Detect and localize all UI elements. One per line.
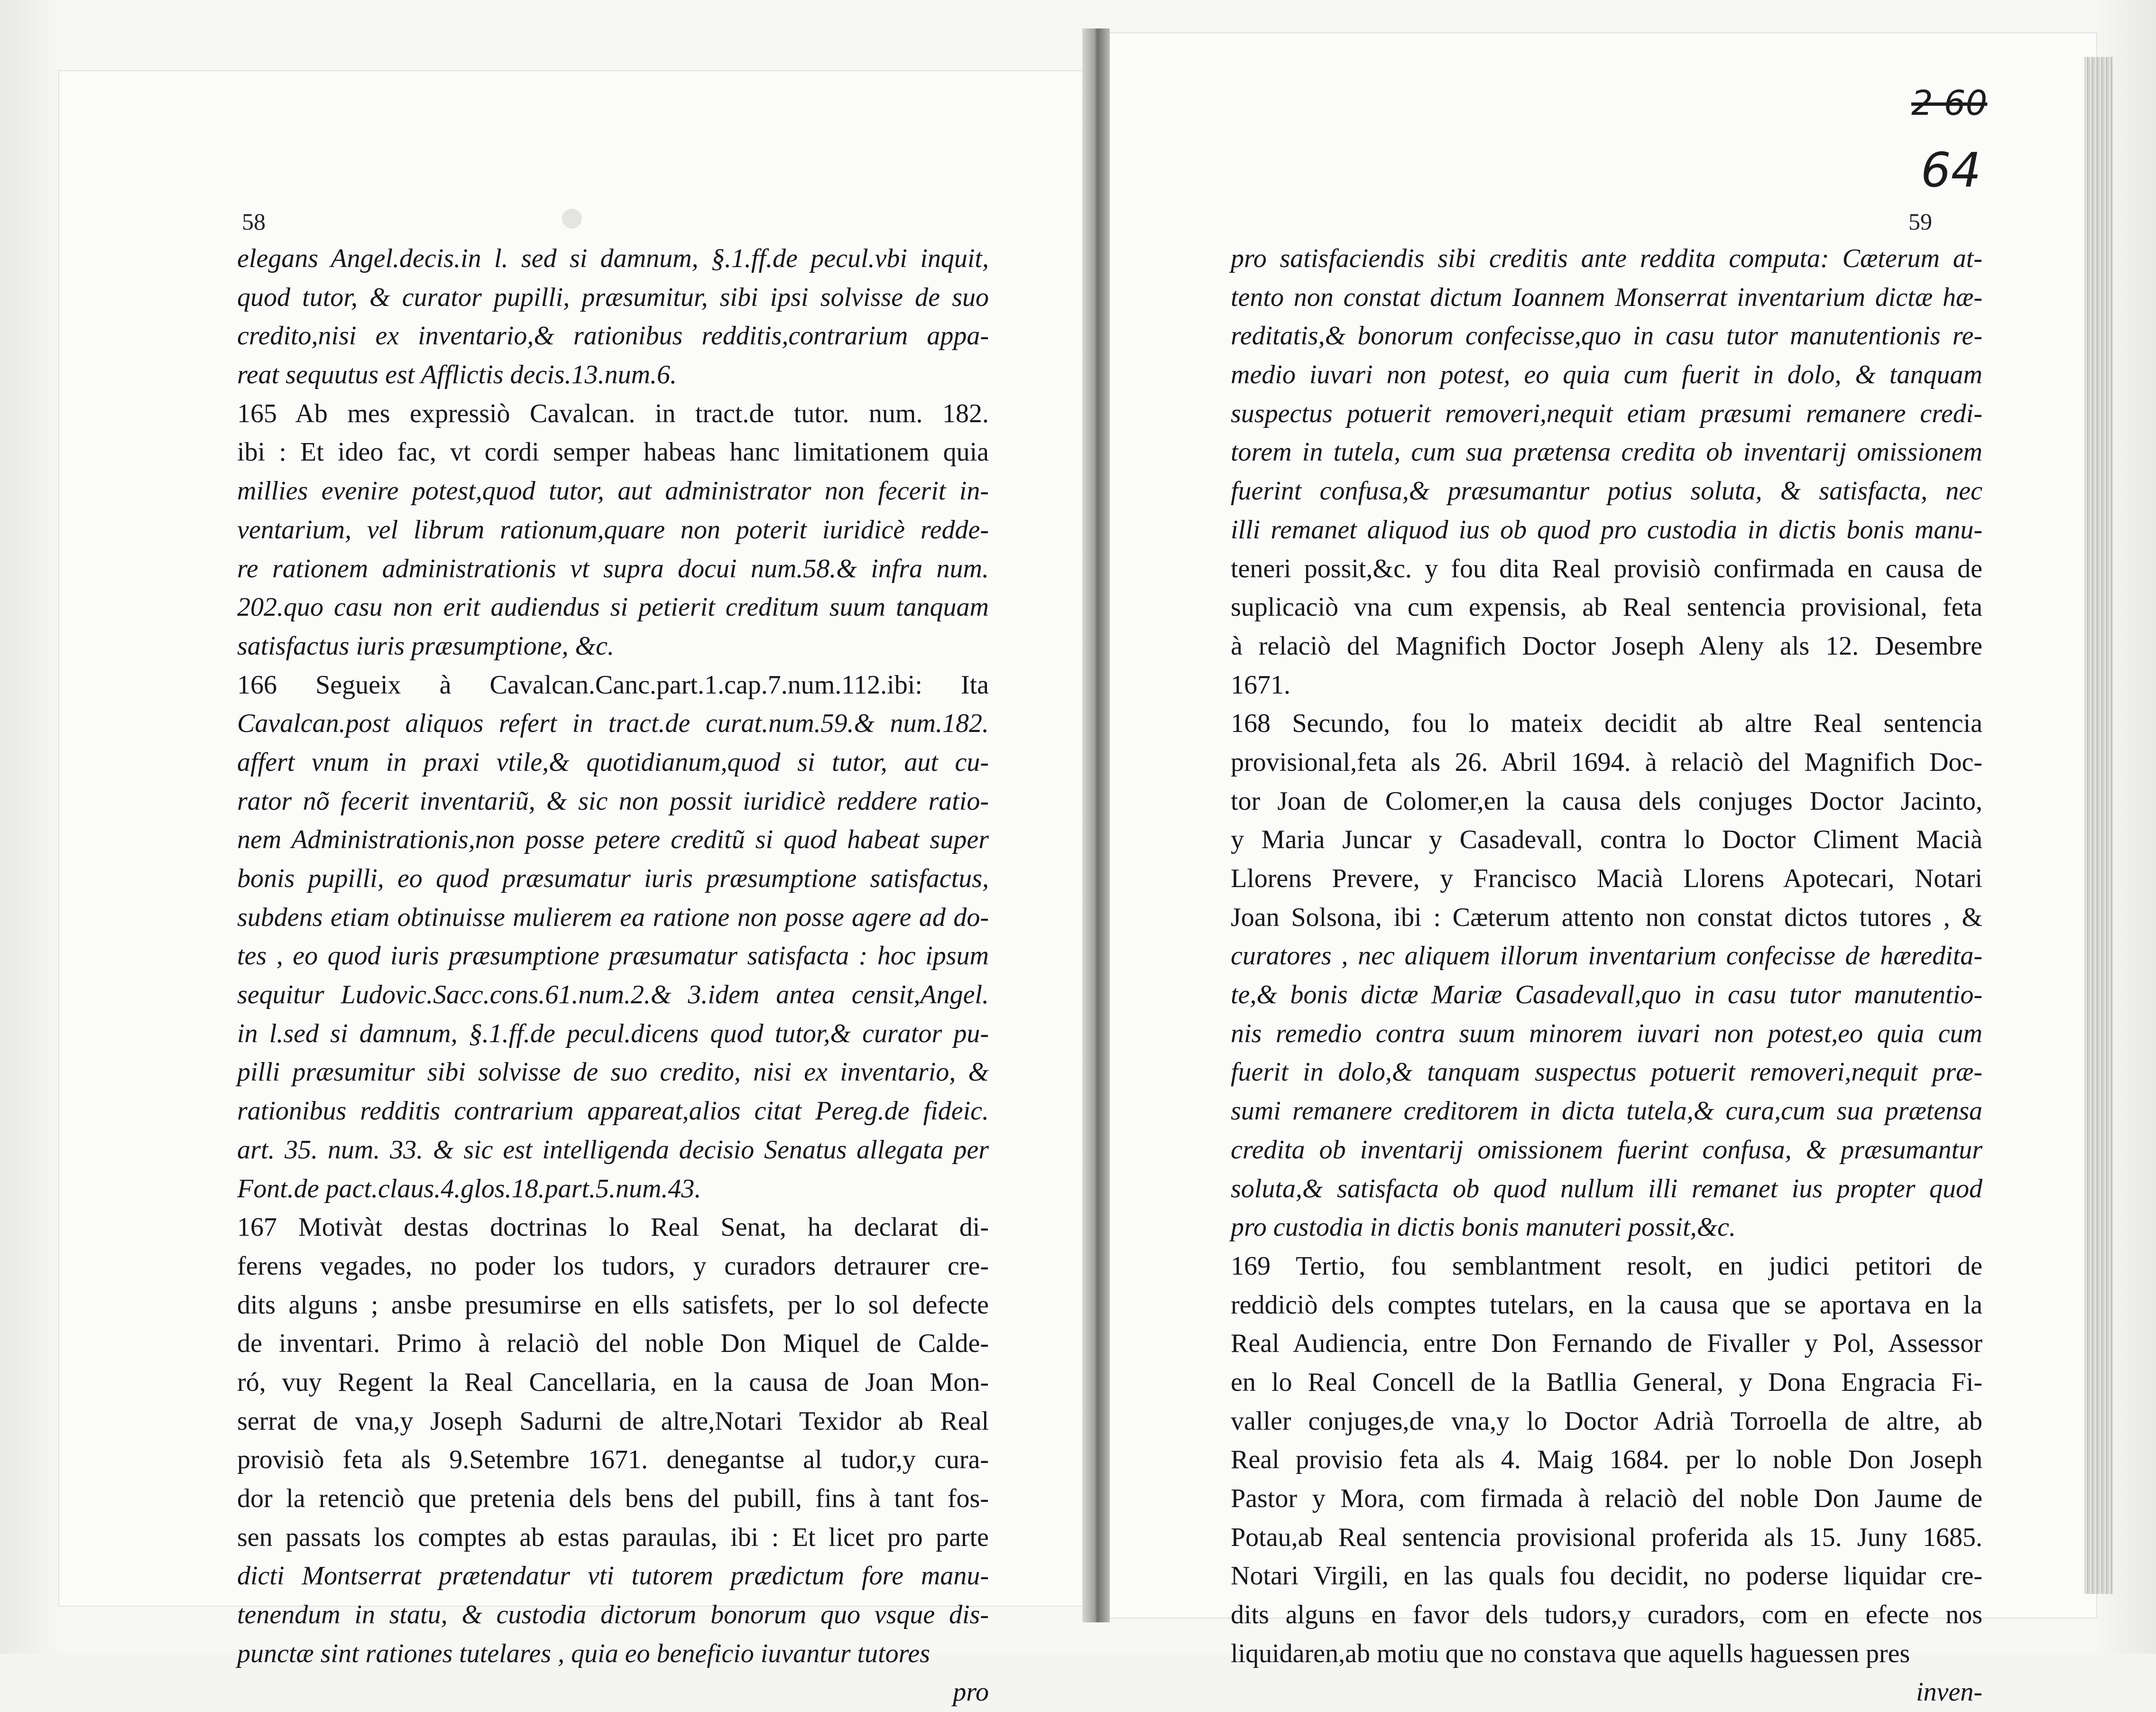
text-line: te,& bonis dictæ Mariæ Casadevall,quo in casu tutor manutentio- — [1231, 980, 1982, 1010]
text-line: punctæ sint rationes tutelares , quia eo beneficio iuvantur tutores — [237, 1638, 931, 1668]
text-line: 169 Tertio, fou semblantment resolt, en judici petitori de — [1231, 1251, 1982, 1281]
text-line: Cavalcan.post aliquos refert in tract.de curat.num.59.& num.182. — [237, 709, 989, 739]
text-line: Joan Solsona, ibi : Cæterum attento non constat dictos tutores , & — [1231, 902, 1982, 932]
text-line: satisfactus iuris præsumptione, &c. — [237, 631, 614, 661]
text-line: quod tutor, & curator pupilli, præsumitur, sibi ipsi solvisse de suo — [237, 282, 989, 312]
text-line: de inventari. Primo à relaciò del noble Don Miquel de Calde- — [237, 1329, 989, 1359]
text-line: suplicaciò vna cum expensis, ab Real sentencia provisional, feta — [1231, 592, 1982, 622]
text-line: tes , eo quod iuris præsumptione præsumatur satisfacta : hoc ipsum — [237, 941, 989, 971]
text-line: Llorens Prevere, y Francisco Macià Llorens Apotecari, Notari — [1231, 864, 1982, 893]
text-line: valler conjuges,de vna,y lo Doctor Adrià Torroella de altre, ab — [1231, 1406, 1982, 1436]
text-line: Notari Virgili, en las quals fou decidit, no poderse liquidar cre- — [1231, 1561, 1982, 1591]
text-line: rationibus redditis contrarium appareat,alios citat Pereg.de fideic. — [237, 1096, 989, 1126]
text-line: nis remedio contra suum minorem iuvari non potest,eo quia cum — [1231, 1018, 1982, 1048]
text-line: millies evenire potest,quod tutor, aut administrator non fecerit in- — [237, 476, 989, 506]
text-line: elegans Angel.decis.in l. sed si damnum, §.1.ff.de pecul.vbi inquit, — [237, 244, 989, 273]
text-line: ibi : Et ideo fac, vt cordi semper habeas hanc limitationem quia — [237, 437, 989, 467]
text-line: ferens vegades, no poder los tudors, y curadors detraurer cre- — [237, 1251, 989, 1281]
text-line: fuerint confusa,& præsumantur potius soluta, & satisfacta, nec — [1231, 476, 1982, 506]
text-line: tor Joan de Colomer,en la causa dels conjuges Doctor Jacinto, — [1231, 786, 1982, 816]
text-line: soluta,& satisfacta ob quod nullum illi remanet ius propter quod — [1231, 1174, 1982, 1203]
text-line: torem in tutela, cum sua prætensa credita ob inventarij omissionem — [1231, 437, 1982, 467]
text-line: subdens etiam obtinuisse mulierem ea ratione non posse agere ad do- — [237, 902, 989, 932]
text-line: 1671. — [1231, 670, 1290, 700]
text-line: liquidaren,ab motiu que no constava que aquells haguessen pres — [1231, 1638, 1910, 1668]
text-line: fuerit in dolo,& tanquam suspectus potuerit removeri,nequit præ- — [1231, 1057, 1982, 1087]
catchword: pro — [953, 1677, 989, 1707]
text-line: reat sequutus est Afflictis decis.13.num.6. — [237, 360, 677, 390]
text-line: Potau,ab Real sentencia provisional proferida als 15. Juny 1685. — [1231, 1522, 1982, 1552]
text-line: Font.de pact.claus.4.glos.18.part.5.num.43. — [237, 1174, 701, 1203]
text-line: tenendum in statu, & custodia dictorum bonorum quo vsque dis- — [237, 1600, 989, 1630]
text-line: teneri possit,&c. y fou dita Real provisiò confirmada en causa de — [1231, 554, 1982, 583]
text-line: en lo Real Concell de la Batllia General, y Dona Engracia Fi- — [1231, 1367, 1982, 1397]
text-line: 165 Ab mes expressiò Cavalcan. in tract.de tutor. num. 182. — [237, 398, 989, 428]
text-line: Real provisio feta als 4. Maig 1684. per lo noble Don Joseph — [1231, 1445, 1982, 1475]
text-line: dicti Montserrat prætendatur vti tutorem prædictum fore manu- — [237, 1561, 989, 1591]
text-line: Pastor y Mora, com firmada à relaciò del noble Don Jaume de — [1231, 1484, 1982, 1513]
text-line: ró, vuy Regent la Real Cancellaria, en la causa de Joan Mon- — [237, 1367, 989, 1397]
text-line: y Maria Juncar y Casadevall, contra lo Doctor Climent Macià — [1231, 825, 1982, 855]
text-line: art. 35. num. 33. & sic est intelligenda decisio Senatus allegata per — [237, 1135, 989, 1165]
text-line: 166 Segueix à Cavalcan.Canc.part.1.cap.7.num.112.ibi: Ita — [237, 670, 989, 700]
text-line: in l.sed si damnum, §.1.ff.de pecul.dicens quod tutor,& curator pu- — [237, 1018, 989, 1048]
text-line: dor la retenciò que pretenia dels bens del pubill, fins à tant fos- — [237, 1484, 989, 1513]
catchword: inven- — [1916, 1677, 1982, 1707]
text-line: affert vnum in praxi vtile,& quotidianum,quod si tutor, aut cu- — [237, 747, 989, 777]
text-line: dits alguns ; ansbe presumirse en ells satisfets, per lo sol defecte — [237, 1290, 989, 1320]
text-line: 202.quo casu non erit audiendus si petierit creditum suum tanquam — [237, 592, 989, 622]
left-page-number: 58 — [242, 208, 266, 235]
text-line: sumi remanere creditorem in dicta tutela,& cura,cum sua prætensa — [1231, 1096, 1982, 1126]
text-line: re rationem administrationis vt supra docui num.58.& infra num. — [237, 554, 989, 583]
text-line: pilli præsumitur sibi solvisse de suo credito, nisi ex inventario, & — [237, 1057, 989, 1087]
text-line: suspectus potuerit removeri,nequit etiam præsumi remanere credi- — [1231, 398, 1982, 428]
text-line: à relaciò del Magnifich Doctor Joseph Aleny als 12. Desembre — [1231, 631, 1982, 661]
text-line: 168 Secundo, fou lo mateix decidit ab altre Real sentencia — [1231, 709, 1982, 739]
left-page-text — [237, 240, 989, 1712]
struck-folio-mark: 2 60 — [1911, 83, 1988, 123]
right-page-text — [1231, 240, 1982, 1712]
text-line: serrat de vna,y Joseph Sadurni de altre,Notari Texidor ab Real — [237, 1406, 989, 1436]
text-line: provisional,feta als 26. Abril 1694. à relaciò del Magnifich Doc- — [1231, 747, 1982, 777]
text-line: medio iuvari non potest, eo quia cum fuerit in dolo, & tanquam — [1231, 360, 1982, 390]
text-line: pro satisfaciendis sibi creditis ante reddita computa: Cæterum at- — [1231, 244, 1982, 273]
foxing-spot — [562, 209, 582, 229]
page-edges — [2084, 57, 2113, 1594]
text-line: credita ob inventarij omissionem fuerint confusa, & præsumantur — [1231, 1135, 1982, 1165]
text-line: 167 Motivàt destas doctrinas lo Real Senat, ha declarat di- — [237, 1212, 989, 1242]
text-line: sen passats los comptes ab estas paraulas, ibi : Et licet pro parte — [237, 1522, 989, 1552]
text-line: credito,nisi ex inventario,& rationibus redditis,contrarium appa- — [237, 321, 989, 351]
text-line: nem Administrationis,non posse petere creditũ si quod habeat super — [237, 825, 989, 855]
text-line: dits alguns en favor dels tudors,y curadors, com en efecte nos — [1231, 1600, 1982, 1630]
text-line: illi remanet aliquod ius ob quod pro custodia in dictis bonis manu- — [1231, 515, 1982, 545]
text-line: tento non constat dictum Ioannem Monserrat inventarium dictæ hæ- — [1231, 282, 1982, 312]
text-line: ventarium, vel librum rationum,quare non poterit iuridicè redde- — [237, 515, 989, 545]
text-line: provisiò feta als 9.Setembre 1671. denegantse al tudor,y cura- — [237, 1445, 989, 1475]
right-page-number: 59 — [1908, 208, 1932, 235]
text-line: reditatis,& bonorum confecisse,quo in casu tutor manutentionis re- — [1231, 321, 1982, 351]
text-line: pro custodia in dictis bonis manuteri possit,&c. — [1231, 1212, 1736, 1242]
text-line: reddiciò dels comptes tutelars, en la causa que se aportava en la — [1231, 1290, 1982, 1320]
text-line: Real Audiencia, entre Don Fernando de Fivaller y Pol, Assessor — [1231, 1329, 1982, 1359]
text-line: rator nõ fecerit inventariũ, & sic non possit iuridicè reddere ratio- — [237, 786, 989, 816]
book-gutter — [1082, 28, 1110, 1622]
text-line: curatores , nec aliquem illorum inventarium confecisse de hæredita- — [1231, 941, 1982, 971]
text-line: bonis pupilli, eo quod præsumatur iuris præsumptione satisfactus, — [237, 864, 989, 893]
text-line: sequitur Ludovic.Sacc.cons.61.num.2.& 3.idem antea censit,Angel. — [237, 980, 989, 1010]
folio-mark: 64 — [1921, 142, 1981, 198]
